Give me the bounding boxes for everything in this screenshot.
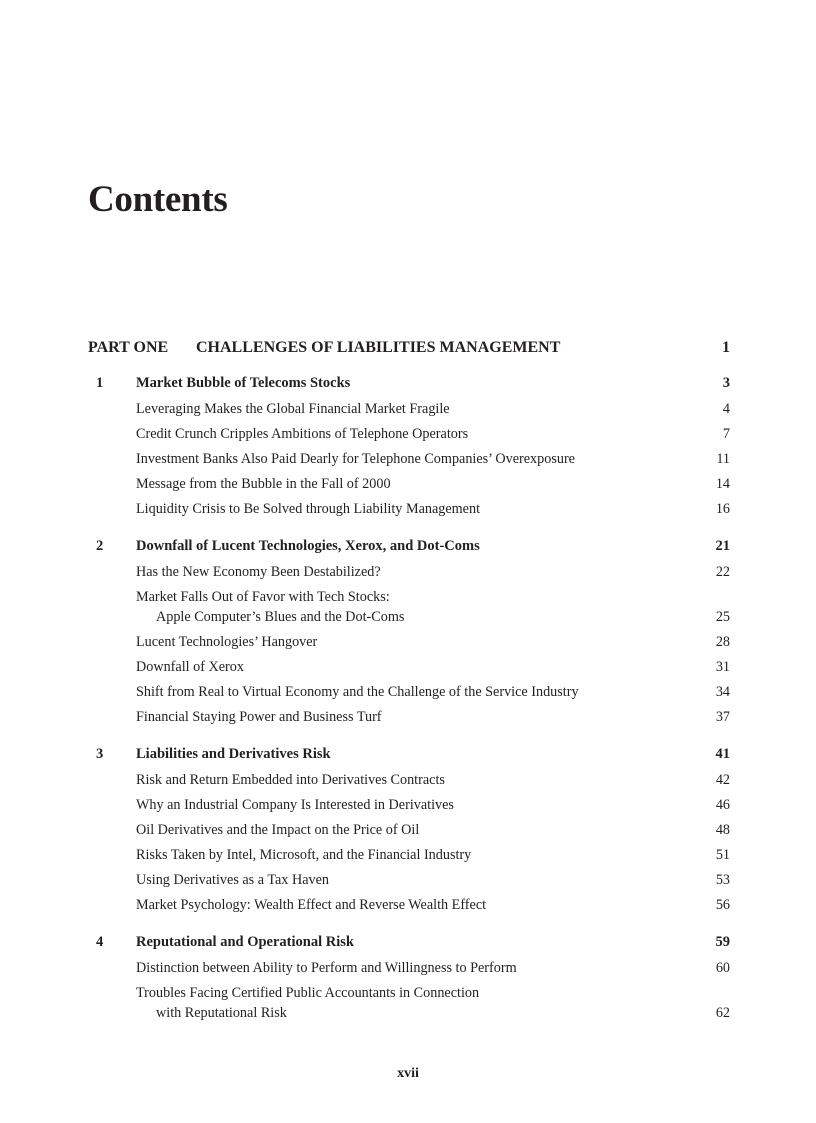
toc-entry[interactable] [88, 980, 730, 1025]
chapter-page-number: 41 [715, 746, 730, 762]
entry-page-number: 14 [715, 475, 730, 492]
chapter-heading[interactable] [88, 742, 730, 767]
entry-title: Liquidity Crisis to Be Solved through Liability Management [136, 500, 481, 517]
chapter-title: Reputational and Operational Risk [136, 934, 354, 950]
chapter-page-number: 59 [715, 934, 730, 950]
entry-title: Downfall of Xerox [136, 658, 244, 675]
entry-page-number: 7 [722, 425, 730, 442]
toc-entry[interactable] [88, 446, 730, 471]
page-folio: xvii [397, 1066, 419, 1081]
entry-title: Shift from Real to Virtual Economy and the Challenge of the Service Industry [136, 683, 579, 700]
entry-page-number: 4 [722, 400, 730, 417]
entry-page-number: 34 [715, 683, 730, 700]
entry-page-number: 28 [715, 633, 730, 650]
entry-title: Risks Taken by Intel, Microsoft, and the Financial Industry [136, 846, 472, 863]
chapter-4 [88, 930, 730, 1025]
toc-entry[interactable] [88, 421, 730, 446]
toc-entry[interactable] [88, 767, 730, 792]
entry-page-number: 56 [715, 896, 730, 913]
toc-entry[interactable] [88, 792, 730, 817]
chapter-1 [88, 371, 730, 521]
chapter-number: 4 [96, 934, 104, 950]
toc-entry[interactable] [88, 654, 730, 679]
entry-title: Investment Banks Also Paid Dearly for Telephone Companies’ Overexposure [136, 450, 575, 467]
chapter-heading[interactable] [88, 930, 730, 955]
entry-title: Credit Crunch Cripples Ambitions of Telephone Operators [136, 425, 469, 442]
chapter-heading[interactable] [88, 534, 730, 559]
entry-page-number: 62 [715, 1004, 730, 1021]
toc-entry[interactable] [88, 471, 730, 496]
entry-title: Has the New Economy Been Destabilized? [136, 563, 381, 580]
chapter-number: 1 [96, 375, 104, 391]
part-heading[interactable] [88, 337, 730, 361]
toc-entry[interactable] [88, 892, 730, 917]
entry-page-number: 51 [715, 846, 730, 863]
entry-title: Using Derivatives as a Tax Haven [136, 871, 329, 888]
entry-page-number: 25 [715, 608, 730, 625]
chapter-title: Downfall of Lucent Technologies, Xerox, and Dot-Coms [136, 538, 480, 554]
entry-page-number: 60 [715, 959, 730, 976]
toc-entry[interactable] [88, 629, 730, 654]
toc-entry[interactable] [88, 867, 730, 892]
toc-entry[interactable] [88, 396, 730, 421]
toc-entry[interactable] [88, 842, 730, 867]
entry-page-number: 22 [715, 563, 730, 580]
chapter-number: 3 [96, 746, 104, 762]
chapter-2 [88, 534, 730, 729]
chapter-3 [88, 742, 730, 917]
chapter-page-number: 21 [715, 538, 730, 554]
chapter-title: Liabilities and Derivatives Risk [136, 746, 331, 762]
toc-entry[interactable] [88, 679, 730, 704]
toc-entry[interactable] [88, 559, 730, 584]
chapter-list [88, 371, 730, 1025]
entry-title: Market Psychology: Wealth Effect and Reverse Wealth Effect [136, 896, 487, 913]
entry-page-number: 37 [715, 708, 730, 725]
entry-title-continued: Apple Computer’s Blues and the Dot-Coms [156, 608, 405, 625]
chapter-page-number: 3 [722, 375, 730, 391]
toc-entry[interactable] [88, 496, 730, 521]
chapter-number: 2 [96, 538, 104, 554]
chapter-title: Market Bubble of Telecoms Stocks [136, 375, 351, 391]
entry-title: Troubles Facing Certified Public Accountants in Connection [136, 984, 480, 1001]
part-label: PART ONE [88, 339, 169, 356]
toc-entry[interactable] [88, 955, 730, 980]
entry-title-continued: with Reputational Risk [156, 1004, 287, 1021]
entry-title: Why an Industrial Company Is Interested in Derivatives [136, 796, 454, 813]
entry-page-number: 46 [715, 796, 730, 813]
toc-entry[interactable] [88, 584, 730, 629]
entry-page-number: 31 [715, 658, 730, 675]
entry-page-number: 42 [715, 771, 730, 788]
entry-page-number: 48 [715, 821, 730, 838]
part-page-number: 1 [722, 339, 730, 356]
page-title: Contents [88, 179, 228, 220]
entry-page-number: 11 [716, 450, 730, 467]
entry-title: Financial Staying Power and Business Turf [136, 708, 382, 725]
chapter-heading[interactable] [88, 371, 730, 396]
entry-page-number: 16 [715, 500, 730, 517]
entry-title: Market Falls Out of Favor with Tech Stocks: [136, 588, 390, 605]
entry-title: Distinction between Ability to Perform and Willingness to Perform [136, 959, 517, 976]
toc-entry[interactable] [88, 817, 730, 842]
entry-title: Oil Derivatives and the Impact on the Price of Oil [136, 821, 420, 838]
entry-title: Risk and Return Embedded into Derivatives Contracts [136, 771, 445, 788]
entry-title: Message from the Bubble in the Fall of 2000 [136, 475, 391, 492]
toc-entry[interactable] [88, 704, 730, 729]
entry-title: Lucent Technologies’ Hangover [136, 633, 318, 650]
entry-page-number: 53 [715, 871, 730, 888]
table-of-contents [88, 337, 730, 1025]
entry-title: Leveraging Makes the Global Financial Market Fragile [136, 400, 450, 417]
part-title: CHALLENGES OF LIABILITIES MANAGEMENT [196, 339, 561, 356]
